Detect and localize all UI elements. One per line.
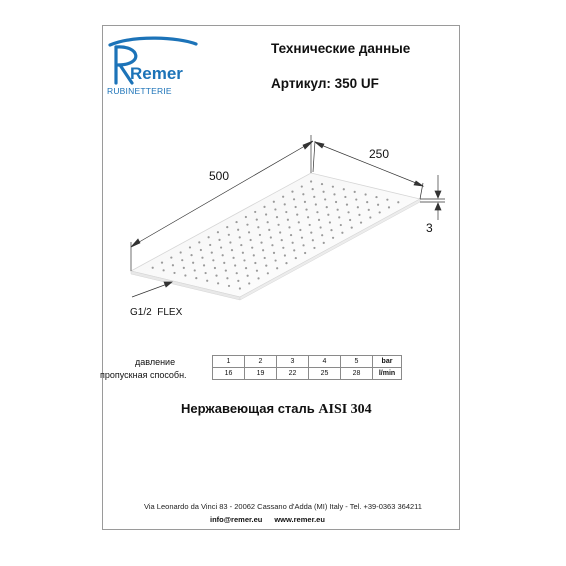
thickness-dimension bbox=[420, 175, 445, 220]
table-cell: 1 bbox=[213, 356, 245, 368]
nozzle-dot bbox=[386, 199, 388, 201]
nozzle-dot bbox=[295, 257, 297, 259]
nozzle-dot bbox=[285, 211, 287, 213]
nozzle-dot bbox=[307, 216, 309, 218]
nozzle-dot bbox=[276, 216, 278, 218]
nozzle-dot bbox=[329, 221, 331, 223]
nozzle-dot bbox=[198, 241, 200, 243]
nozzle-dot bbox=[152, 267, 154, 269]
nozzle-dot bbox=[351, 227, 353, 229]
nozzle-dot bbox=[366, 201, 368, 203]
table-cell: 5 bbox=[341, 356, 373, 368]
nozzle-dot bbox=[214, 267, 216, 269]
nozzle-dot bbox=[379, 211, 381, 213]
nozzle-dot bbox=[254, 211, 256, 213]
nozzle-dot bbox=[284, 203, 286, 205]
nozzle-dot bbox=[318, 219, 320, 221]
nozzle-dot bbox=[301, 237, 303, 239]
nozzle-dot bbox=[291, 191, 293, 193]
nozzle-dot bbox=[190, 254, 192, 256]
nozzle-dot bbox=[321, 234, 323, 236]
nozzle-dot bbox=[201, 257, 203, 259]
nozzle-dot bbox=[228, 285, 230, 287]
nozzle-dot bbox=[397, 201, 399, 203]
connection-label: G1/2 FLEX bbox=[130, 307, 183, 318]
nozzle-dot bbox=[245, 216, 247, 218]
nozzle-dot bbox=[326, 206, 328, 208]
nozzle-dot bbox=[265, 213, 267, 215]
nozzle-dot bbox=[218, 239, 220, 241]
nozzle-dot bbox=[243, 259, 245, 261]
nozzle-dot bbox=[298, 221, 300, 223]
nozzle-dot bbox=[203, 264, 205, 266]
nozzle-dot bbox=[262, 249, 264, 251]
nozzle-dot bbox=[313, 196, 315, 198]
nozzle-dot bbox=[333, 193, 335, 195]
nozzle-dot bbox=[310, 231, 312, 233]
nozzle-dot bbox=[296, 214, 298, 216]
nozzle-dot bbox=[206, 280, 208, 282]
nozzle-dot bbox=[346, 204, 348, 206]
nozzle-dot bbox=[355, 198, 357, 200]
pressure-flow-table bbox=[212, 355, 402, 380]
nozzle-dot bbox=[388, 206, 390, 208]
table-cell: 16 bbox=[213, 368, 245, 380]
nozzle-dot bbox=[170, 256, 172, 258]
nozzle-dot bbox=[335, 201, 337, 203]
nozzle-dot bbox=[343, 188, 345, 190]
table-cell: 2 bbox=[245, 356, 277, 368]
nozzle-dot bbox=[368, 209, 370, 211]
nozzle-dot bbox=[288, 226, 290, 228]
nozzle-dot bbox=[290, 234, 292, 236]
nozzle-dot bbox=[273, 201, 275, 203]
website-link[interactable]: www.remer.eu bbox=[274, 515, 325, 524]
nozzle-dot bbox=[273, 252, 275, 254]
nozzle-dot bbox=[337, 209, 339, 211]
nozzle-dot bbox=[259, 234, 261, 236]
table-cell: 19 bbox=[245, 368, 277, 380]
nozzle-dot bbox=[323, 242, 325, 244]
nozzle-dot bbox=[248, 282, 250, 284]
table-unit-cell: bar bbox=[373, 356, 402, 368]
nozzle-dot bbox=[315, 203, 317, 205]
nozzle-dot bbox=[189, 246, 191, 248]
nozzle-dot bbox=[332, 237, 334, 239]
nozzle-dot bbox=[324, 198, 326, 200]
nozzle-dot bbox=[212, 259, 214, 261]
nozzle-dot bbox=[251, 247, 253, 249]
nozzle-dot bbox=[232, 257, 234, 259]
nozzle-dot bbox=[250, 239, 252, 241]
nozzle-dot bbox=[316, 211, 318, 213]
nozzle-dot bbox=[302, 244, 304, 246]
nozzle-dot bbox=[271, 244, 273, 246]
nozzle-dot bbox=[327, 214, 329, 216]
nozzle-dot bbox=[330, 229, 332, 231]
length-label: 500 bbox=[209, 169, 230, 183]
article-number: Артикул: 350 UF bbox=[271, 76, 379, 91]
material-grade: AISI 304 bbox=[318, 402, 372, 417]
nozzle-dot bbox=[358, 214, 360, 216]
nozzle-dot bbox=[240, 244, 242, 246]
nozzle-dot bbox=[223, 262, 225, 264]
nozzle-dot bbox=[279, 231, 281, 233]
nozzle-dot bbox=[235, 221, 237, 223]
table-cell: 25 bbox=[309, 368, 341, 380]
nozzle-dot bbox=[226, 226, 228, 228]
connection-pointer bbox=[132, 282, 172, 297]
nozzle-dot bbox=[217, 282, 219, 284]
nozzle-dot bbox=[205, 272, 207, 274]
nozzle-dot bbox=[228, 234, 230, 236]
table-cell: 3 bbox=[277, 356, 309, 368]
nozzle-dot bbox=[265, 265, 267, 267]
nozzle-dot bbox=[282, 196, 284, 198]
nozzle-dot bbox=[181, 259, 183, 261]
nozzle-dot bbox=[242, 252, 244, 254]
nozzle-dot bbox=[220, 246, 222, 248]
shower-plate bbox=[131, 173, 420, 300]
nozzle-dot bbox=[292, 242, 294, 244]
nozzle-dot bbox=[340, 224, 342, 226]
nozzle-dot bbox=[377, 204, 379, 206]
nozzle-dot bbox=[194, 269, 196, 271]
nozzle-dot bbox=[284, 254, 286, 256]
table-cell: 22 bbox=[277, 368, 309, 380]
nozzle-dot bbox=[274, 259, 276, 261]
nozzle-dot bbox=[239, 236, 241, 238]
nozzle-dot bbox=[277, 224, 279, 226]
nozzle-dot bbox=[257, 277, 259, 279]
nozzle-dot bbox=[344, 196, 346, 198]
nozzle-dot bbox=[184, 274, 186, 276]
thickness-label: 3 bbox=[426, 221, 433, 235]
nozzle-dot bbox=[257, 226, 259, 228]
table-row bbox=[213, 368, 402, 380]
nozzle-dot bbox=[365, 193, 367, 195]
width-label: 250 bbox=[369, 147, 390, 161]
nozzle-dot bbox=[357, 206, 359, 208]
nozzle-dot bbox=[312, 239, 314, 241]
nozzle-dot bbox=[180, 251, 182, 253]
table-unit-cell: l/min bbox=[373, 368, 402, 380]
nozzle-dot bbox=[341, 232, 343, 234]
nozzle-dot bbox=[236, 272, 238, 274]
nozzle-dot bbox=[253, 254, 255, 256]
nozzle-dot bbox=[282, 247, 284, 249]
nozzle-dot bbox=[285, 262, 287, 264]
nozzle-dot bbox=[293, 249, 295, 251]
nozzle-dot bbox=[222, 254, 224, 256]
nozzle-dot bbox=[302, 193, 304, 195]
table-cell: 28 bbox=[341, 368, 373, 380]
nozzle-dot bbox=[295, 206, 297, 208]
nozzle-dot bbox=[161, 262, 163, 264]
nozzle-dot bbox=[287, 219, 289, 221]
logo-wordmark: Remer bbox=[130, 64, 183, 83]
nozzle-dot bbox=[349, 219, 351, 221]
nozzle-dot bbox=[268, 229, 270, 231]
nozzle-dot bbox=[173, 272, 175, 274]
nozzle-dot bbox=[299, 229, 301, 231]
nozzle-dot bbox=[276, 267, 278, 269]
nozzle-dot bbox=[217, 231, 219, 233]
nozzle-dot bbox=[256, 218, 258, 220]
nozzle-dot bbox=[237, 229, 239, 231]
nozzle-dot bbox=[260, 242, 262, 244]
nozzle-dot bbox=[304, 201, 306, 203]
nozzle-dot bbox=[360, 221, 362, 223]
nozzle-dot bbox=[239, 287, 241, 289]
nozzle-dot bbox=[183, 267, 185, 269]
nozzle-dot bbox=[234, 264, 236, 266]
logo-subtitle: RUBINETTERIE bbox=[107, 86, 172, 96]
table-cell: 4 bbox=[309, 356, 341, 368]
nozzle-dot bbox=[322, 191, 324, 193]
nozzle-dot bbox=[248, 231, 250, 233]
row-label-pressure: давление bbox=[135, 357, 176, 367]
nozzle-dot bbox=[301, 185, 303, 187]
nozzle-dot bbox=[254, 262, 256, 264]
company-contacts bbox=[210, 515, 325, 524]
nozzle-dot bbox=[369, 216, 371, 218]
nozzle-dot bbox=[309, 224, 311, 226]
table-row bbox=[213, 356, 402, 368]
nozzle-dot bbox=[319, 226, 321, 228]
nozzle-dot bbox=[375, 196, 377, 198]
nozzle-dot bbox=[310, 180, 312, 182]
company-address: Via Leonardo da Vinci 83 - 20062 Cassano d'Adda (MI) Italy - Tel. +39-0363 364211 bbox=[144, 502, 422, 511]
nozzle-dot bbox=[200, 249, 202, 251]
nozzle-dot bbox=[215, 275, 217, 277]
nozzle-dot bbox=[226, 277, 228, 279]
email-link[interactable]: info@remer.eu bbox=[210, 515, 263, 524]
nozzle-dot bbox=[293, 198, 295, 200]
nozzle-dot bbox=[195, 277, 197, 279]
nozzle-dot bbox=[304, 252, 306, 254]
nozzle-dot bbox=[256, 270, 258, 272]
nozzle-dot bbox=[281, 239, 283, 241]
page-title: Технические данные bbox=[271, 41, 411, 56]
nozzle-dot bbox=[321, 183, 323, 185]
nozzle-dot bbox=[313, 247, 315, 249]
nozzle-dot bbox=[267, 272, 269, 274]
nozzle-dot bbox=[263, 206, 265, 208]
material-prefix: Нержавеющая сталь bbox=[181, 401, 319, 416]
nozzle-dot bbox=[192, 262, 194, 264]
nozzle-dot bbox=[209, 244, 211, 246]
nozzle-dot bbox=[208, 236, 210, 238]
nozzle-dot bbox=[231, 249, 233, 251]
nozzle-dot bbox=[338, 216, 340, 218]
nozzle-dot bbox=[172, 264, 174, 266]
nozzle-dot bbox=[274, 208, 276, 210]
nozzle-dot bbox=[347, 211, 349, 213]
nozzle-dot bbox=[270, 236, 272, 238]
nozzle-dot bbox=[264, 257, 266, 259]
nozzle-dot bbox=[312, 188, 314, 190]
nozzle-dot bbox=[211, 252, 213, 254]
nozzle-dot bbox=[267, 221, 269, 223]
nozzle-dot bbox=[246, 224, 248, 226]
nozzle-dot bbox=[305, 208, 307, 210]
nozzle-dot bbox=[237, 280, 239, 282]
nozzle-dot bbox=[225, 269, 227, 271]
nozzle-dot bbox=[229, 241, 231, 243]
nozzle-dot bbox=[163, 269, 165, 271]
material-note bbox=[181, 401, 372, 418]
nozzle-dot bbox=[354, 191, 356, 193]
nozzle-dot bbox=[332, 186, 334, 188]
row-label-flow: пропускная способн. bbox=[100, 370, 187, 380]
nozzle-dot bbox=[245, 267, 247, 269]
nozzle-dot bbox=[247, 275, 249, 277]
